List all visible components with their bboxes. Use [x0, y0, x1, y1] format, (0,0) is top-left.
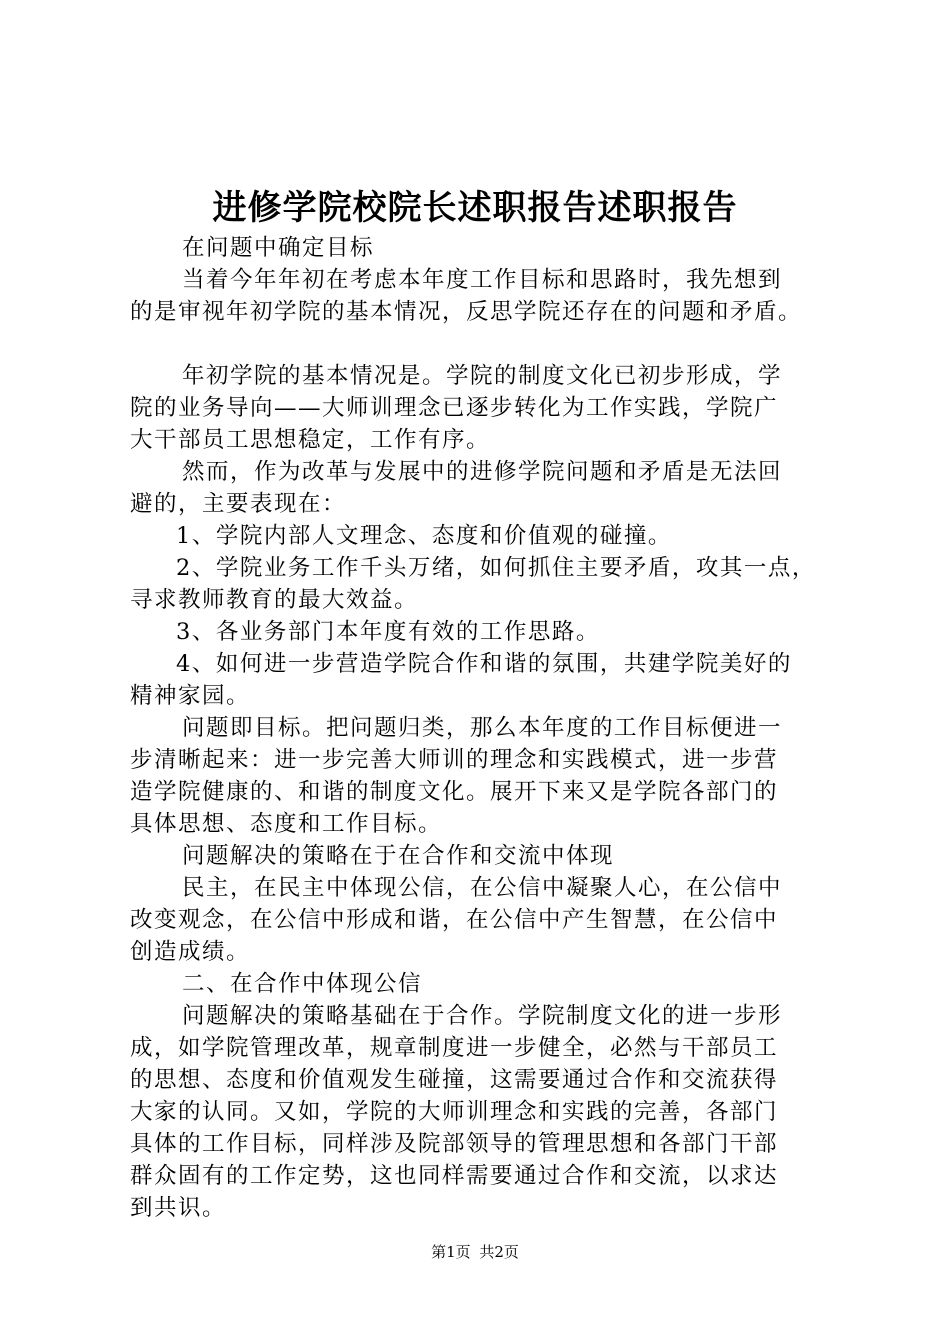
section-heading: 二、在合作中体现公信 [182, 971, 423, 997]
paragraph-line: 改变观念，在公信中形成和谐，在公信中产生智慧，在公信中 [130, 907, 779, 933]
page-footer [0, 1242, 950, 1262]
paragraph-line: 院的业务导向——大师训理念已逐步转化为工作实践，学院广 [130, 395, 779, 421]
paragraph-line: 大家的认同。又如，学院的大师训理念和实践的完善，各部门 [130, 1099, 779, 1125]
paragraph-line: 成，如学院管理改革，规章制度进一步健全，必然与干部员工 [130, 1035, 779, 1061]
blank-line [130, 328, 850, 360]
document-body [130, 232, 850, 1224]
paragraph-line: 民主，在民主中体现公信，在公信中凝聚人心，在公信中 [182, 875, 783, 901]
paragraph-line: 到共识。 [130, 1195, 227, 1221]
paragraph-line: 创造成绩。 [130, 939, 251, 965]
paragraph-line: 当着今年年初在考虑本年度工作目标和思路时，我先想到 [182, 267, 783, 293]
list-item: 4、如何进一步营造学院合作和谐的氛围，共建学院美好的 [176, 651, 792, 677]
paragraph-line: 寻求教师教育的最大效益。 [130, 587, 419, 613]
document-title: 进修学院校院长述职报告述职报告 [212, 188, 738, 228]
paragraph-line: 步清晰起来：进一步完善大师训的理念和实践模式，进一步营 [130, 747, 779, 773]
page-total: 共2页 [479, 1243, 519, 1261]
list-item: 2、学院业务工作千头万绪，如何抓住主要矛盾，攻其一点， [176, 555, 816, 581]
paragraph-line: 造学院健康的、和谐的制度文化。展开下来又是学院各部门的 [130, 779, 779, 805]
paragraph-line: 问题解决的策略基础在于合作。学院制度文化的进一步形 [182, 1003, 783, 1029]
list-item: 1、学院内部人文理念、态度和价值观的碰撞。 [176, 523, 672, 549]
paragraph-line: 的思想、态度和价值观发生碰撞，这需要通过合作和交流获得 [130, 1067, 779, 1093]
paragraph-line: 大干部员工思想稳定，工作有序。 [130, 427, 491, 453]
paragraph-line: 具体思想、态度和工作目标。 [130, 811, 443, 837]
list-item: 3、各业务部门本年度有效的工作思路。 [176, 619, 600, 645]
paragraph-line: 具体的工作目标，同样涉及院部领导的管理思想和各部门干部 [130, 1131, 779, 1157]
paragraph-line: 问题即目标。把问题归类，那么本年度的工作目标便进一 [182, 715, 783, 741]
paragraph-line: 年初学院的基本情况是。学院的制度文化已初步形成，学 [182, 363, 783, 389]
paragraph-line: 然而，作为改革与发展中的进修学院问题和矛盾是无法回 [182, 459, 783, 485]
paragraph-line: 的是审视年初学院的基本情况，反思学院还存在的问题和矛盾。 [130, 299, 803, 325]
paragraph-line: 避的，主要表现在： [130, 491, 347, 517]
paragraph-line: 精神家园。 [130, 683, 251, 709]
paragraph-line: 在问题中确定目标 [182, 235, 375, 261]
paragraph-line: 群众固有的工作定势，这也同样需要通过合作和交流，以求达 [130, 1163, 779, 1189]
section-heading: 问题解决的策略在于在合作和交流中体现 [182, 843, 615, 869]
page-number: 第1页 [431, 1243, 471, 1261]
